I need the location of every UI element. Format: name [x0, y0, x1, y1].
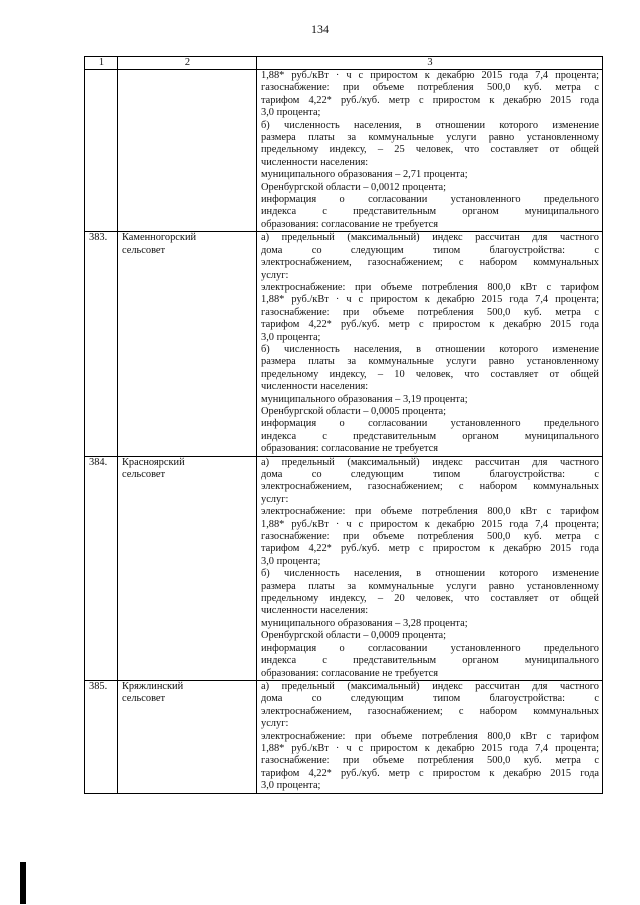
table-body	[85, 70, 603, 794]
settlement-name-line: сельсовет	[122, 469, 166, 480]
table-row	[85, 456, 603, 680]
description-line: электроснабжение: при объеме потребления 800,0 кВт с тарифом	[261, 506, 599, 518]
description-line: 3,0 процента;	[261, 555, 321, 567]
description-line: численности населения:	[261, 605, 369, 617]
description-line: газоснабжение: при объеме потребления 500,0 куб. метра с	[261, 531, 599, 543]
description-line: электроснабжением, газоснабжением; с набором коммунальных	[261, 705, 599, 717]
index-description	[257, 70, 603, 232]
description-line: услуг:	[261, 269, 289, 281]
index-description	[257, 680, 603, 793]
row-number: 383.	[85, 232, 118, 456]
row-number: 384.	[85, 456, 118, 680]
description-line: дома со следующим типом благоустройства: с	[261, 693, 599, 705]
description-line: электроснабжение: при объеме потребления 800,0 кВт с тарифом	[261, 281, 599, 293]
description-line: газоснабжение: при объеме потребления 500,0 куб. метра с	[261, 82, 599, 94]
description-line: размера платы за коммунальные услуги равно установленному	[261, 132, 599, 144]
description-line: Оренбургской области – 0,0009 процента;	[261, 630, 447, 642]
description-line: индекса с представительным органом муниципального	[261, 655, 599, 667]
description-line: численности населения:	[261, 381, 369, 393]
description-line: тарифом 4,22* руб./куб. метр с приростом к декабрю 2015 года	[261, 767, 599, 779]
description-line: информация о согласовании установленного предельного	[261, 194, 599, 206]
description-line: предельному индексу, – 25 человек, что составляет от общей	[261, 144, 599, 156]
description-line: 3,0 процента;	[261, 780, 321, 792]
description-line: информация о согласовании установленного предельного	[261, 418, 599, 430]
description-line: дома со следующим типом благоустройства: с	[261, 469, 599, 480]
description-line: муниципального образования – 2,71 процента;	[261, 169, 468, 181]
table-header-row	[85, 57, 603, 70]
description-line: 3,0 процента;	[261, 107, 321, 119]
description-line: тарифом 4,22* руб./куб. метр с приростом к декабрю 2015 года	[261, 94, 599, 106]
header-col-3: 3	[257, 57, 603, 70]
description-line: Оренбургской области – 0,0012 процента;	[261, 181, 447, 193]
description-line: образования: согласование не требуется	[261, 667, 439, 679]
settlement-name-line: сельсовет	[122, 693, 166, 705]
settlement-name	[118, 680, 257, 793]
row-number: 385.	[85, 680, 118, 793]
description-line: предельному индексу, – 10 человек, что составляет от общей	[261, 368, 599, 380]
description-line: а) предельный (максимальный) индекс рассчитан для частного	[261, 680, 599, 692]
description-line: предельному индексу, – 20 человек, что составляет от общей	[261, 593, 599, 605]
description-line: 1,88* руб./кВт · ч с приростом к декабрю 2015 года 7,4 процента;	[261, 518, 599, 530]
description-line: услуг:	[261, 718, 289, 730]
index-description	[257, 456, 603, 680]
settlement-name	[118, 70, 257, 232]
scan-edge-mark	[20, 862, 26, 904]
description-line: электроснабжением, газоснабжением; с набором коммунальных	[261, 257, 599, 269]
description-line: а) предельный (максимальный) индекс рассчитан для частного	[261, 232, 599, 244]
description-line: услуг:	[261, 493, 289, 505]
description-line: 1,88* руб./кВт · ч с приростом к декабрю 2015 года 7,4 процента;	[261, 70, 599, 81]
page-number: 134	[311, 22, 329, 36]
description-line: муниципального образования – 3,19 процента;	[261, 393, 468, 405]
description-line: газоснабжение: при объеме потребления 500,0 куб. метра с	[261, 755, 599, 767]
tariff-index-table	[84, 56, 603, 794]
description-line: газоснабжение: при объеме потребления 500,0 куб. метра с	[261, 306, 599, 318]
description-line: 3,0 процента;	[261, 331, 321, 343]
description-line: муниципального образования – 3,28 процента;	[261, 617, 468, 629]
description-line: образования: согласование не требуется	[261, 218, 439, 230]
description-line: информация о согласовании установленного предельного	[261, 642, 599, 654]
row-number	[85, 70, 118, 232]
table-row	[85, 70, 603, 232]
header-col-2: 2	[118, 57, 257, 70]
description-line: размера платы за коммунальные услуги равно установленному	[261, 580, 599, 592]
description-line: а) предельный (максимальный) индекс рассчитан для частного	[261, 456, 599, 468]
description-line: Оренбургской области – 0,0005 процента;	[261, 405, 447, 417]
table-row	[85, 232, 603, 456]
settlement-name-line: Красноярский	[122, 456, 185, 468]
description-line: тарифом 4,22* руб./куб. метр с приростом к декабрю 2015 года	[261, 543, 599, 555]
description-line: б) численность населения, в отношении которого изменение	[261, 119, 599, 131]
description-line: дома со следующим типом благоустройства: с	[261, 244, 599, 256]
description-line: б) численность населения, в отношении которого изменение	[261, 568, 599, 580]
settlement-name-line: сельсовет	[122, 244, 166, 256]
description-line: численности населения:	[261, 156, 369, 168]
description-line: индекса с представительным органом муниципального	[261, 430, 599, 442]
description-line: тарифом 4,22* руб./куб. метр с приростом к декабрю 2015 года	[261, 319, 599, 331]
index-description	[257, 232, 603, 456]
description-line: электроснабжением, газоснабжением; с набором коммунальных	[261, 481, 599, 493]
description-line: 1,88* руб./кВт · ч с приростом к декабрю 2015 года 7,4 процента;	[261, 742, 599, 754]
settlement-name	[118, 232, 257, 456]
description-line: индекса с представительным органом муниципального	[261, 206, 599, 218]
header-col-1: 1	[85, 57, 118, 70]
description-line: б) численность населения, в отношении которого изменение	[261, 343, 599, 355]
description-line: размера платы за коммунальные услуги равно установленному	[261, 356, 599, 368]
settlement-name-line: Каменногорский	[122, 232, 197, 244]
table-row	[85, 680, 603, 793]
description-line: 1,88* руб./кВт · ч с приростом к декабрю 2015 года 7,4 процента;	[261, 294, 599, 306]
settlement-name	[118, 456, 257, 680]
settlement-name-line: Кряжлинский	[122, 680, 184, 692]
description-line: образования: согласование не требуется	[261, 443, 439, 455]
description-line: электроснабжение: при объеме потребления 800,0 кВт с тарифом	[261, 730, 599, 742]
